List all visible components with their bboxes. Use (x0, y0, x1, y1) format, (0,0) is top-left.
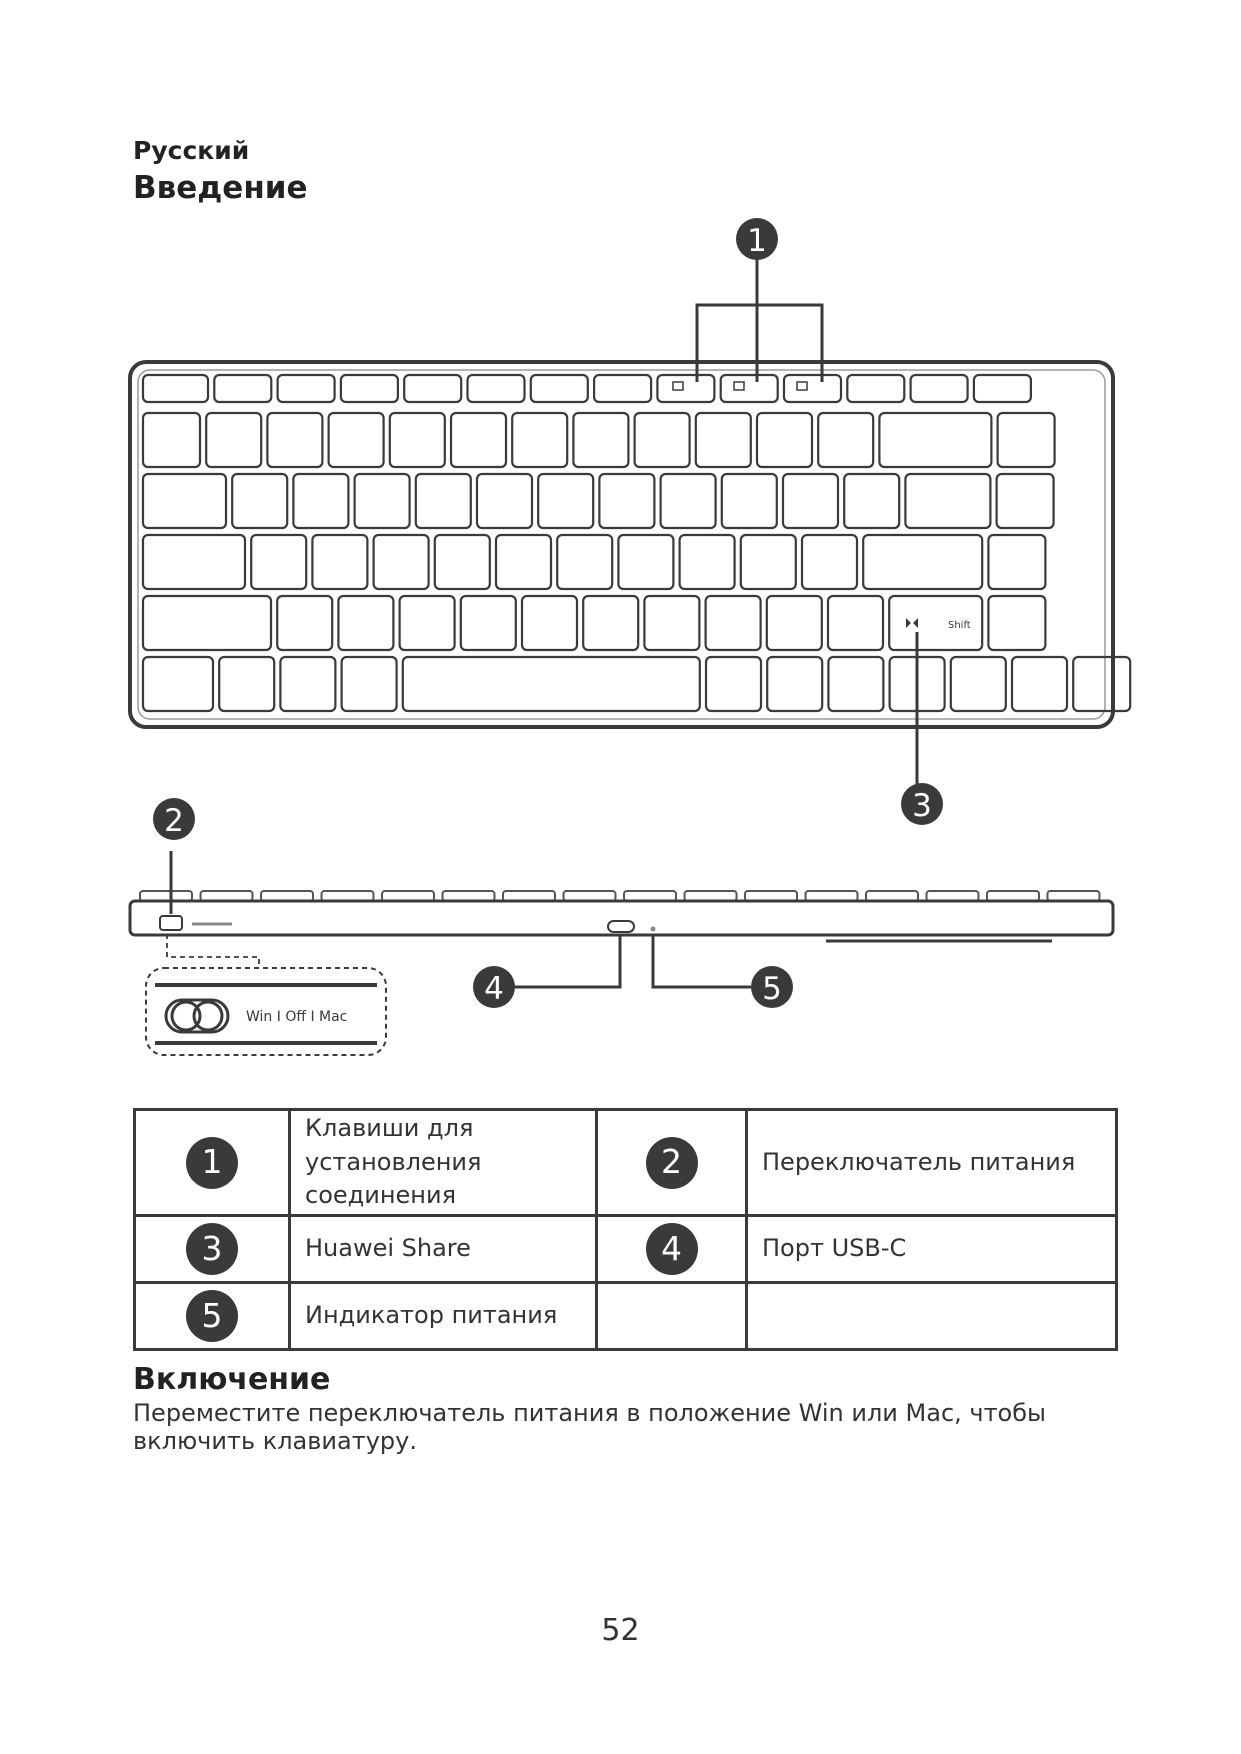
keyboard-key (214, 375, 271, 402)
keyboard-key (1073, 657, 1130, 711)
table-row (135, 1216, 1117, 1283)
keyboard-key (355, 474, 410, 528)
keyboard-key (522, 596, 577, 650)
keyboard-key (696, 413, 751, 467)
switch-knob (172, 1002, 200, 1030)
keyboard-key (847, 375, 904, 402)
keyboard-key (988, 596, 1045, 650)
keyboard-key (905, 474, 990, 528)
keyboard-body-inner (138, 370, 1105, 719)
keyboard-keys (143, 375, 1130, 711)
keyboard-key (706, 596, 761, 650)
section-body-text: Переместите переключатель питания в положение Win или Mac, чтобы включить клавиатуру. (133, 1399, 1046, 1455)
keyboard-key (451, 413, 506, 467)
keyboard-key (998, 413, 1055, 467)
table-cell-number (597, 1110, 747, 1216)
huawei-share-key-glyph (906, 618, 971, 631)
keyboard-key (767, 657, 822, 711)
keyboard-key (468, 375, 525, 402)
callout-1 (697, 218, 822, 382)
svg-text:Shift: Shift (948, 620, 971, 631)
keyboard-key (721, 375, 778, 402)
table-cell-number (135, 1110, 290, 1216)
keyboard-front-view (130, 891, 1113, 941)
keyboard-key (1012, 657, 1067, 711)
keyboard-key (496, 535, 551, 589)
usb-c-port (608, 921, 634, 932)
callout-badge: 2 (646, 1137, 698, 1189)
keyboard-key (143, 474, 226, 528)
keyboard-key (618, 535, 673, 589)
keyboard-front-edge (130, 901, 1113, 935)
table-cell-label: Клавиши для установления соединения (290, 1110, 597, 1216)
keyboard-key (403, 657, 700, 711)
keyboard-key (863, 535, 982, 589)
keyboard-key (818, 413, 873, 467)
table-cell-empty (747, 1283, 1117, 1350)
table-cell-label: Huawei Share (290, 1216, 597, 1283)
keyboard-key (277, 596, 332, 650)
keyboard-key (706, 657, 761, 711)
keyboard-key (374, 535, 429, 589)
connection-key-glyphs (673, 382, 807, 390)
keyboard-key (477, 474, 532, 528)
keyboard-key (416, 474, 471, 528)
keyboard-key (594, 375, 651, 402)
keyboard-key (911, 375, 968, 402)
power-indicator-led (651, 927, 656, 932)
keyboard-key (219, 657, 274, 711)
keyboard-key (599, 474, 654, 528)
table-cell-number (597, 1216, 747, 1283)
keyboard-key (644, 596, 699, 650)
keyboard-key (722, 474, 777, 528)
callout-number: 3 (912, 788, 932, 824)
keyboard-key (784, 375, 841, 402)
keyboard-key (828, 596, 883, 650)
keyboard-body (130, 362, 1113, 727)
keyboard-key (573, 413, 628, 467)
keyboard-key (143, 413, 200, 467)
table-cell-empty (597, 1283, 747, 1350)
keyboard-key (583, 596, 638, 650)
keyboard-key (879, 413, 991, 467)
keyboard-key (828, 657, 883, 711)
power-switch (160, 916, 182, 930)
power-switch-detail (146, 934, 386, 1055)
keyboard-key (435, 535, 490, 589)
keyboard-key (461, 596, 516, 650)
keyboard-key (267, 413, 322, 467)
keyboard-key (278, 375, 335, 402)
keyboard-key (293, 474, 348, 528)
keyboard-key (988, 535, 1045, 589)
keyboard-key (661, 474, 716, 528)
keyboard-key (312, 535, 367, 589)
keyboard-key (280, 657, 335, 711)
keyboard-key (767, 596, 822, 650)
keyboard-key (951, 657, 1006, 711)
callout-legend-table (133, 1108, 1118, 1351)
keyboard-key (680, 535, 735, 589)
keyboard-key (329, 413, 384, 467)
keyboard-key (232, 474, 287, 528)
section-title-intro: Введение (133, 170, 308, 206)
page-number: 52 (601, 1613, 640, 1648)
keyboard-key (341, 375, 398, 402)
callout-badge: 5 (186, 1290, 238, 1342)
callout-5 (653, 934, 793, 1008)
switch-label: Win I Off I Mac (246, 1009, 348, 1025)
keyboard-key (635, 413, 690, 467)
callout-badge: 3 (186, 1223, 238, 1275)
callout-number: 1 (747, 223, 767, 259)
callout-badge: 4 (646, 1223, 698, 1275)
keyboard-key (557, 535, 612, 589)
keyboard-key (400, 596, 455, 650)
keyboard-key (390, 413, 445, 467)
keyboard-key (143, 657, 213, 711)
table-cell-label: Индикатор питания (290, 1283, 597, 1350)
callout-4 (473, 934, 620, 1008)
section-title-power-on: Включение (133, 1362, 331, 1397)
callout-number: 5 (762, 971, 782, 1007)
table-cell-label: Порт USB-C (747, 1216, 1117, 1283)
keyboard-key (512, 413, 567, 467)
keyboard-key (974, 375, 1031, 402)
callout-number: 4 (484, 971, 504, 1007)
callout-2 (153, 798, 195, 914)
keyboard-top-view (130, 362, 1130, 727)
keyboard-key (531, 375, 588, 402)
keyboard-key (997, 474, 1054, 528)
table-cell-label: Переключатель питания (747, 1110, 1117, 1216)
table-row (135, 1283, 1117, 1350)
keyboard-key (783, 474, 838, 528)
keyboard-key (143, 596, 271, 650)
table-cell-number (135, 1216, 290, 1283)
keyboard-key (342, 657, 397, 711)
table-cell-number (135, 1283, 290, 1350)
callout-badge: 1 (186, 1137, 238, 1189)
keyboard-key (802, 535, 857, 589)
keyboard-key (143, 375, 208, 402)
keyboard-key (404, 375, 461, 402)
table-row (135, 1110, 1117, 1216)
language-label: Русский (133, 136, 250, 165)
keyboard-key (657, 375, 714, 402)
keyboard-key (741, 535, 796, 589)
keyboard-key (538, 474, 593, 528)
keyboard-key (206, 413, 261, 467)
callout-number: 2 (164, 803, 184, 839)
keyboard-key (251, 535, 306, 589)
keyboard-key (844, 474, 899, 528)
keyboard-key (143, 535, 245, 589)
keyboard-key (757, 413, 812, 467)
keyboard-key (338, 596, 393, 650)
